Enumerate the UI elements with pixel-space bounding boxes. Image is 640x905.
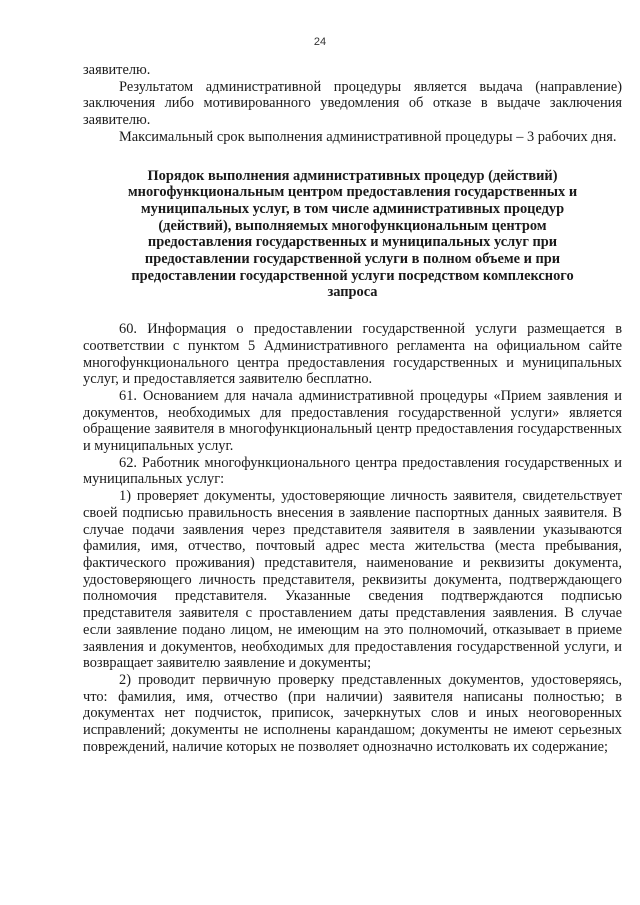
- paragraph-60: 60. Информация о предоставлении государственной услуги размещается в соответствии с пунктом 5 Административного регламента на официальном сайте многофункционального центра предоставления государственных и муниципальных услуг, и предоставляется заявителю бесплатно.: [83, 321, 622, 388]
- list-item-2: 2) проводит первичную проверку представленных документов, удостоверяясь, что: фамилия, имя, отчество (при наличии) заявителя написаны полностью; в документах нет подчисток, приписок, зачеркнутых слов и иных неоговоренных исправлений; документы не исполнены карандашом; документы не имеют серьезных повреждений, наличие которых не позволяет однозначно истолковать их содержание;: [83, 671, 622, 755]
- paragraph-result: Результатом административной процедуры является выдача (направление) заключения либо мотивированного уведомления об отказе в выдаче заключения заявителю.: [83, 78, 622, 129]
- list-item-1: 1) проверяет документы, удостоверяющие личность заявителя, свидетельствует своей подписью правильность внесения в заявление паспортных данных заявителя. В случае подачи заявления через представителя заявителя в заявлении указываются фамилия, имя, отчество, почтовый адрес места жительства (места пребывания, фактического проживания) представителя, наименование и реквизиты документа, удостоверяющего личность представителя, реквизиты документа, подтверждающего полномочия представителя. Указанные сведения подтверждаются подписью представителя заявителя с проставлением даты представления заявления. В случае если заявление подано лицом, не имеющим на это полномочий, отказывает в приеме заявления и документов, необходимых для предоставления государственной услуги, и возвращает заявителю заявление и документы;: [83, 488, 622, 672]
- paragraph-61: 61. Основанием для начала административной процедуры «Прием заявления и документов, необходимых для предоставления государственной услуги» является обращение заявителя в многофункциональный центр предоставления государственных и муниципальных услуг.: [83, 387, 622, 455]
- paragraph-continuation: заявителю.: [83, 62, 151, 78]
- page-number: 24: [313, 36, 327, 48]
- document-body: [83, 62, 622, 755]
- section-heading: Порядок выполнения административных процедур (действий) многофункциональным центром предоставления государственных и муниципальных услуг, в том числе административных процедур (действий), выполняемых многофункциональным центром предоставления государственных и муниципальных услуг при предоставлении государственной услуги в полном объеме и при предоставлении государственной услуги посредством комплексного запроса: [127, 167, 578, 301]
- paragraph-deadline: Максимальный срок выполнения административной процедуры – 3 рабочих дня.: [119, 128, 617, 145]
- paragraph-62: 62. Работник многофункционального центра предоставления государственных и муниципальных услуг:: [83, 454, 622, 488]
